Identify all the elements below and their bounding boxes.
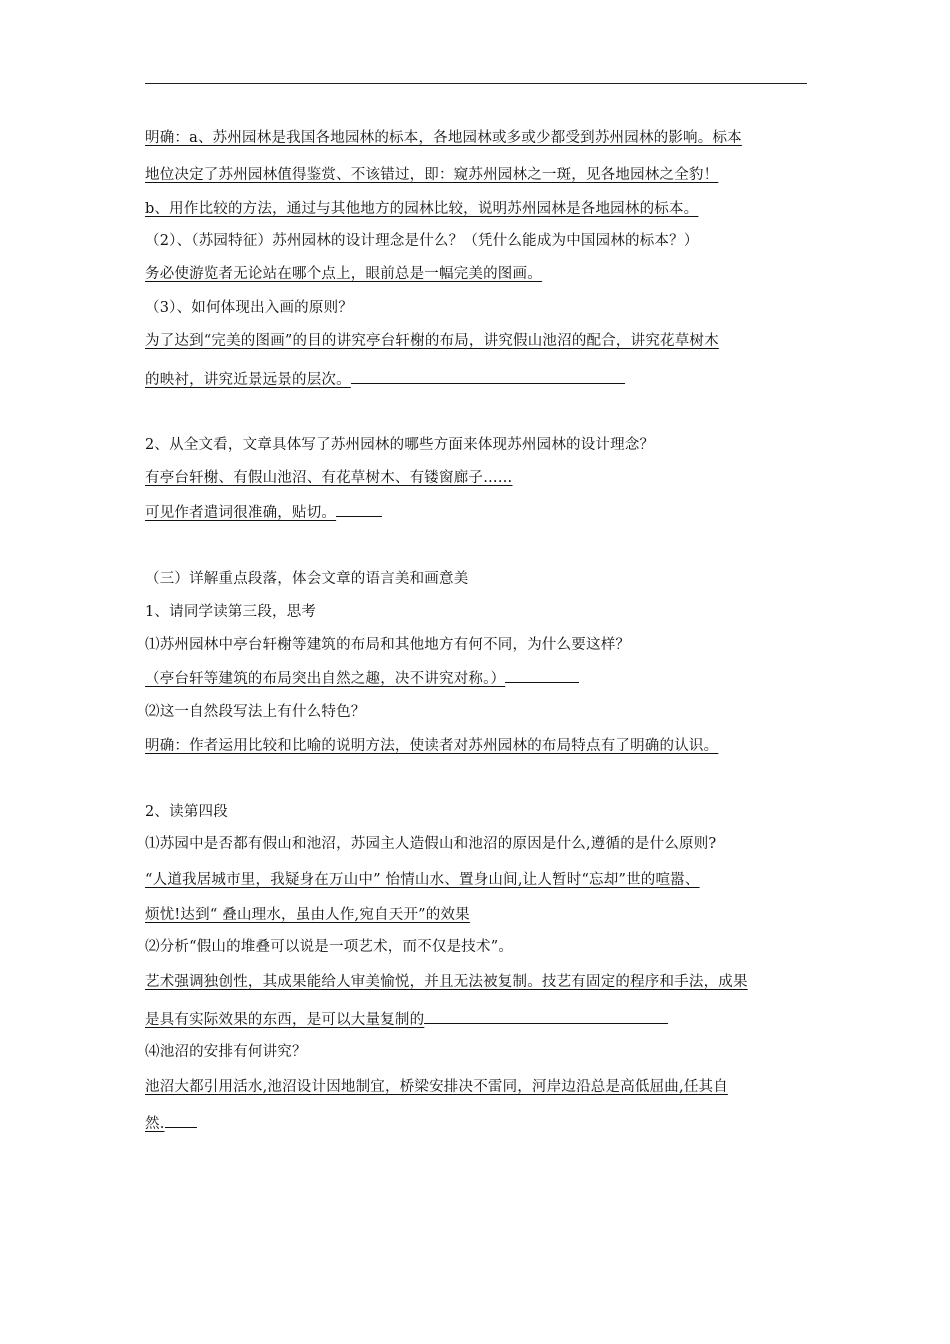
answer-line-7: 为了达到“完美的图画”的目的讲究亭台轩榭的布局，讲究假山池沼的配合，讲究花草树木: [145, 333, 719, 349]
question-line-9: 2、从全文看，文章具体写了苏州园林的哪些方面来体现苏州园林的设计理念？: [145, 437, 655, 453]
answer-line-23: 艺术强调独创性，其成果能给人审美愉悦，并且无法被复制。技艺有固定的程序和手法，成果: [145, 974, 748, 990]
answer-line-1: 明确：a、苏州园林是我国各地园林的标本，各地园林或多或少都受到苏州园林的影响。标本: [145, 130, 742, 146]
question-line-4: （2）、（苏园特征）苏州园林的设计理念是什么？（凭什么能成为中国园林的标本？）: [145, 233, 699, 249]
answer-line-11: 可见作者遣词很准确，贴切。: [145, 502, 382, 523]
answer-line-20: “人道我居城市里，我疑身在万山中” 怡情山水、置身山间,让人暂时“忘却”世的喧嚣、: [145, 872, 700, 888]
answer-line-17: 明确：作者运用比较和比喻的说明方法，使读者对苏州园林的布局特点有了明确的认识。: [145, 738, 719, 754]
question-line-18: 2、读第四段: [145, 804, 228, 820]
question-line-16: ⑵这一自然段写法上有什么特色？: [145, 704, 366, 720]
answer-line-24: 是具有实际效果的东西，是可以大量复制的: [145, 1009, 668, 1030]
question-line-25: ⑷池沼的安排有何讲究？: [145, 1044, 307, 1060]
answer-line-5: 务必使游览者无论站在哪个点上，眼前总是一幅完美的图画。: [145, 266, 542, 282]
question-line-13: 1、请同学读第三段，思考: [145, 604, 317, 620]
question-line-14: ⑴苏州园林中亭台轩榭等建筑的布局和其他地方有何不同，为什么要这样？: [145, 637, 631, 653]
question-line-19: ⑴苏园中是否都有假山和池沼，苏园主人造假山和池沼的原因是什么,遵循的是什么原则?: [145, 836, 717, 852]
answer-line-8: 的映衬，讲究近景远景的层次。: [145, 369, 625, 390]
answer-line-10: 有亭台轩榭、有假山池沼、有花草树木、有镂窗廊子……: [145, 470, 513, 486]
answer-line-21: 烦忧!达到“ 叠山理水，虽由人作,宛自天开”的效果: [145, 907, 470, 923]
question-line-22: ⑵分析“假山的堆叠可以说是一项艺术，而不仅是技术”。: [145, 939, 514, 955]
question-line-6: （3）、如何体现出入画的原则？: [145, 300, 353, 316]
answer-line-26: 池沼大都引用活水,池沼设计因地制宜，桥梁安排决不雷同，河岸边沿总是高低屈曲,任其自: [145, 1079, 728, 1095]
header-rule: [145, 83, 807, 84]
section-heading: （三）详解重点段落，体会文章的语言美和画意美: [145, 571, 469, 587]
answer-line-2: 地位决定了苏州园林值得鉴赏、不该错过，即：窥苏州园林之一斑，见各地园林之全豹！: [145, 167, 719, 183]
answer-line-27: 然.: [145, 1113, 197, 1134]
answer-line-15: （亭台轩等建筑的布局突出自然之趣，决不讲究对称。）: [145, 668, 579, 689]
answer-line-3: b、用作比较的方法，通过与其他地方的园林比较，说明苏州园林是各地园林的标本。: [145, 201, 699, 217]
